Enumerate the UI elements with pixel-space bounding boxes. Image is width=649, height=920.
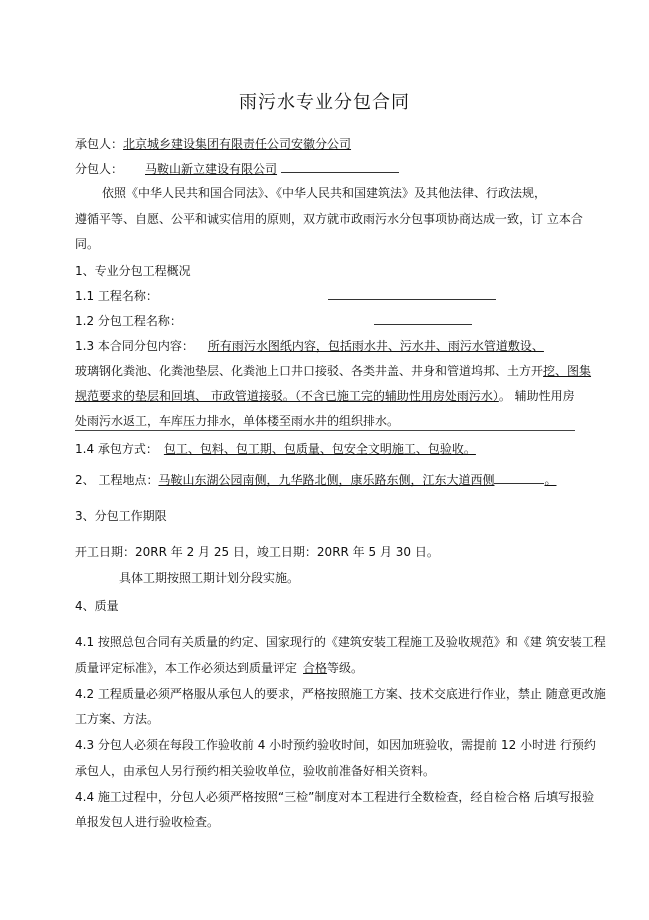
- subcontractor-label: 分包人：: [75, 162, 124, 176]
- clause-4-3-line-1: 4.3 分包人必须在每段工作验收前 4 小时预约验收时间，如因加班验收，需提前 12 小时进 行预约: [75, 738, 596, 752]
- clause-4-2-line-2: 工方案、方法。: [75, 712, 160, 726]
- item-1-3-text-1: 所有雨污水图纸内容，包括雨水井、污水井、雨污水管道敷设、: [207, 339, 544, 353]
- subcontractor-blank: [281, 161, 399, 173]
- divider-rule: [75, 430, 575, 431]
- preamble-line-3: 同。: [75, 237, 100, 251]
- project-name-blank: [328, 288, 496, 300]
- section-3-heading: 3、分包工作期限: [75, 509, 167, 523]
- section-2-end: 。: [544, 473, 557, 487]
- item-1-3-line-2: [75, 363, 591, 379]
- contractor-name: 北京城乡建设集团有限责任公司安徽分公司: [123, 137, 352, 151]
- item-1-3-line-2-text: 玻璃钢化粪池、化粪池垫层、化粪池上口井口接驳、各类井盖、井身和管道坞邦、土方开: [75, 364, 544, 378]
- quality-grade: 合格: [303, 661, 328, 675]
- subcontractor-line: [75, 161, 399, 177]
- clause-4-3-line-2: 承包人，由承包人另行预约相关验收单位，验收前准备好相关资料。: [75, 764, 436, 778]
- item-1-3: [75, 338, 544, 354]
- location-blank: [494, 472, 544, 484]
- clause-4-1-line-2: [75, 660, 363, 676]
- item-1-1-label: 1.1 工程名称：: [75, 289, 158, 303]
- item-1-4-value: 包工、包料、包工期、包质量、包安全文明施工、包验收。: [163, 442, 476, 456]
- item-1-2: [75, 313, 472, 329]
- preamble-line-2: 遵循平等、自愿、公平和诚实信用的原则，双方就市政雨污水分包事项协商达成一致，订 立本合: [75, 212, 583, 226]
- item-1-3-line-3-rest: 。 辅助性用房: [498, 389, 575, 403]
- clause-4-4-line-1: 4.4 施工过程中，分包人必须严格按照“三检”制度对本工程进行全数检查，经自检合格 后填写报验: [75, 790, 595, 804]
- item-1-4-label: 1.4 承包方式：: [75, 442, 158, 456]
- page-title: 雨污水专业分包合同: [239, 92, 410, 113]
- clause-4-1-line-1: 4.1 按照总包合同有关质量的约定、国家现行的《建筑安装工程施工及验收规范》和《建 筑安装工程: [75, 635, 606, 649]
- item-1-2-label: 1.2 分包工程名称：: [75, 314, 182, 328]
- item-1-3-label: 1.3 本合同分包内容：: [75, 339, 194, 353]
- subproject-name-blank: [374, 313, 472, 325]
- item-1-3-line-3: [75, 388, 575, 404]
- clause-4-1-line-2-b: 等级。: [327, 661, 364, 675]
- clause-4-2-line-1: 4.2 工程质量必须严格服从承包人的要求，严格按照施工方案、技术交底进行作业，禁止 随意更改施: [75, 687, 606, 701]
- section-3-note: 具体工期按照工期计划分段实施。: [119, 571, 300, 585]
- item-1-4: [75, 441, 476, 457]
- section-2-label: 2、 工程地点：: [75, 473, 159, 487]
- item-1-3-line-3-underlined: 规范要求的垫层和回填、 市政管道接驳。（不含已施工完的辅助性用房处雨污水）: [75, 389, 499, 403]
- clause-4-4-line-2: 单报发包人进行验收检查。: [75, 815, 220, 829]
- contractor-line: [75, 136, 351, 152]
- section-1-heading: 1、专业分包工程概况: [75, 264, 191, 278]
- subcontractor-name: 马鞍山新立建设有限公司: [145, 162, 278, 176]
- preamble-line-1: 依照《中华人民共和国合同法》、《中华人民共和国建筑法》及其他法律、行政法规，: [102, 186, 547, 200]
- contractor-label: 承包人：: [75, 137, 124, 151]
- section-2-line: [75, 472, 556, 488]
- item-1-3-line-4: 处雨污水返工，车库压力排水，单体楼至雨水井的组织排水。: [75, 414, 400, 428]
- clause-4-1-line-2-a: 质量评定标准》，本工作必须达到质量评定: [75, 661, 298, 675]
- item-1-1: [75, 288, 496, 304]
- item-1-3-line-2-underlined: 挖、图集: [543, 364, 592, 378]
- section-4-heading: 4、质量: [75, 599, 119, 613]
- section-3-dates: 开工日期：20RR 年 2 月 25 日，竣工日期：20RR 年 5 月 30 日。: [75, 545, 439, 559]
- section-2-value: 马鞍山东湖公园南侧，九华路北侧，康乐路东侧，江东大道西侧: [158, 473, 495, 487]
